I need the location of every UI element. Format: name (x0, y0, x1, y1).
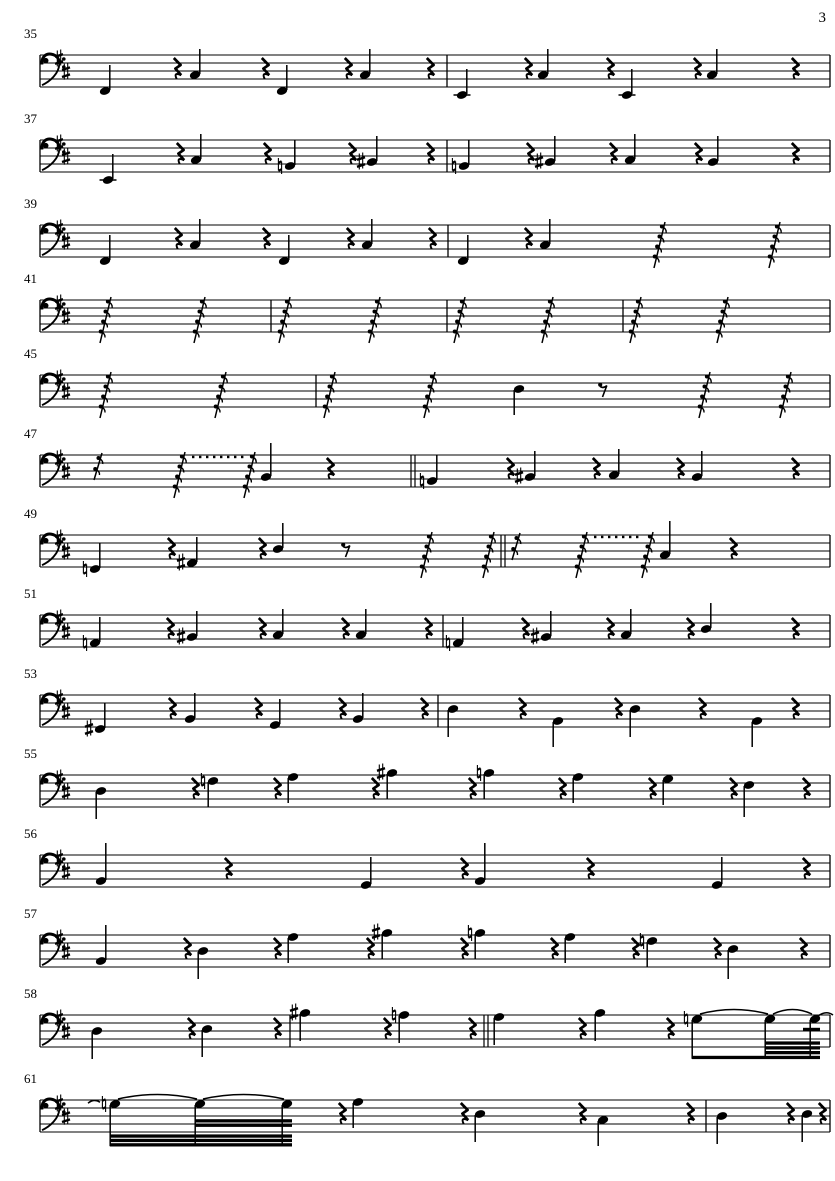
quarter-rest (587, 858, 594, 879)
measure-number: 58 (24, 986, 37, 1001)
repeat-beat-symbol (698, 372, 711, 418)
quarter-note (269, 699, 281, 730)
quarter-rest (174, 58, 181, 79)
quarter-rest (461, 1103, 468, 1124)
natural-accidental-icon (468, 925, 471, 941)
quarter-note (474, 1109, 486, 1142)
quarter-note (189, 49, 201, 80)
repeat-beat-symbol (575, 532, 588, 578)
quarter-rest (263, 228, 270, 249)
natural-accidental-icon (83, 561, 86, 577)
quarter-rest (177, 143, 184, 164)
staff-lines (40, 1100, 830, 1132)
quarter-rest (342, 618, 349, 639)
quarter-note (477, 765, 495, 799)
key-signature (55, 610, 70, 640)
quarter-rest (649, 778, 656, 799)
quarter-note (452, 140, 470, 174)
slur (203, 1095, 284, 1100)
tie (88, 1100, 100, 1103)
quarter-note (278, 235, 290, 266)
quarter-note (287, 772, 299, 803)
quarter-rest (169, 698, 176, 719)
repeat-beat-symbol (641, 532, 654, 578)
quarter-rest (792, 618, 799, 639)
quarter-rest (264, 143, 271, 164)
quarter-rest (259, 618, 266, 639)
quarter-rest (225, 858, 232, 879)
quarter-rest (255, 698, 262, 719)
measure-number: 35 (24, 26, 37, 41)
sharp-accidental-icon (290, 1004, 298, 1021)
measure-number: 57 (24, 906, 37, 921)
quarter-rest (579, 1018, 586, 1039)
quarter-rest (347, 228, 354, 249)
staff-lines (40, 535, 830, 567)
quarter-note (392, 1007, 410, 1043)
quarter-note (290, 1004, 311, 1042)
measure-number: 39 (24, 196, 37, 211)
quarter-rest (730, 538, 737, 559)
quarter-note (360, 857, 372, 890)
measure-number: 37 (24, 111, 37, 126)
key-signature (55, 220, 70, 250)
quarter-note (751, 716, 763, 747)
quarter-note (474, 843, 486, 886)
tremolo-beam (765, 1046, 820, 1049)
quarter-rest (593, 458, 600, 479)
slur (773, 1010, 812, 1015)
key-signature (55, 450, 70, 480)
staff-lines (40, 695, 830, 727)
staff-lines (40, 300, 830, 332)
quarter-rest (372, 778, 379, 799)
quarter-note (691, 451, 703, 482)
key-signature (55, 1095, 70, 1125)
quarter-note (361, 219, 373, 250)
key-signature (55, 50, 70, 80)
sharp-accidental-icon (85, 720, 93, 737)
measure-number: 55 (24, 746, 37, 761)
quarter-rest (339, 1103, 346, 1124)
tremolo-beam (110, 1143, 292, 1146)
quarter-note (454, 69, 471, 100)
quarter-note (552, 716, 564, 747)
quarter-note (707, 136, 719, 167)
quarter-rest (327, 458, 334, 479)
quarter-note (355, 609, 367, 640)
repeat-beat-symbol (768, 222, 781, 268)
quarter-rest (427, 58, 434, 79)
key-signature (55, 850, 70, 880)
quarter-note (801, 1109, 813, 1142)
repeat-beat-symbol (214, 372, 227, 418)
quarter-note (727, 944, 739, 979)
quarter-note (468, 925, 486, 959)
repeat-beat-symbol (278, 297, 291, 343)
quarter-rest (345, 58, 352, 79)
measure-number: 61 (24, 1071, 37, 1086)
quarter-rest (525, 228, 532, 249)
quarter-note (716, 1111, 728, 1144)
repeat-beat-symbol (193, 297, 206, 343)
quarter-rest (699, 698, 706, 719)
quarter-rest (367, 938, 374, 959)
quarter-rest (610, 143, 617, 164)
repeat-beat-symbol (243, 452, 256, 498)
sharp-accidental-icon (531, 628, 539, 645)
tremolo-group (684, 1010, 833, 1060)
quarter-rest (687, 618, 694, 639)
repeat-beat-symbol (482, 532, 495, 578)
repeat-beat-symbol (423, 372, 436, 418)
quarter-rest (339, 698, 346, 719)
quarter-note (662, 774, 674, 805)
quarter-note (272, 609, 284, 640)
quarter-rest (695, 143, 702, 164)
quarter-rest (792, 143, 799, 164)
repeat-beat-symbol (653, 222, 666, 268)
quarter-rest (168, 538, 175, 559)
quarter-note (95, 786, 107, 819)
quarter-rest (427, 143, 434, 164)
staff-lines (40, 855, 830, 887)
quarter-rest (792, 58, 799, 79)
quarter-rest (274, 778, 281, 799)
quarter-note (624, 134, 636, 165)
sharp-accidental-icon (177, 628, 185, 645)
sharp-accidental-icon (535, 153, 543, 170)
quarter-rest (469, 1018, 476, 1039)
quarter-rest (425, 618, 432, 639)
quarter-note (572, 772, 584, 803)
quarter-rest (461, 938, 468, 959)
quarter-rest (579, 1103, 586, 1124)
quarter-rest (527, 143, 534, 164)
tremolo-beam (803, 1028, 820, 1031)
quarter-rest (184, 938, 191, 959)
measure-number: 47 (24, 426, 37, 441)
quarter-rest (607, 618, 614, 639)
tremolo-beam (765, 1051, 820, 1054)
quarter-rest (525, 58, 532, 79)
quarter-note (608, 449, 620, 480)
quarter-note (91, 1026, 103, 1059)
natural-accidental-icon (102, 1096, 105, 1112)
quarter-rest (687, 1103, 694, 1124)
tremolo-beam (195, 1119, 292, 1122)
quarter-rest (192, 778, 199, 799)
page-number: 3 (818, 10, 826, 26)
quarter-note (99, 235, 111, 266)
quarter-rest (507, 458, 514, 479)
repeat-beat-symbol (173, 452, 186, 498)
sharp-accidental-icon (357, 153, 365, 170)
tremolo-beam (110, 1139, 292, 1142)
repeat-beat-symbol (716, 297, 729, 343)
quarter-rest (349, 143, 356, 164)
slur (700, 1010, 768, 1015)
natural-accidental-icon (83, 635, 86, 651)
quarter-note (640, 933, 658, 967)
quarter-note (287, 932, 299, 963)
quarter-rest (429, 228, 436, 249)
quarter-rest (803, 858, 810, 879)
natural-accidental-icon (446, 635, 449, 651)
quarter-rest (384, 1018, 391, 1039)
quarter-rest (714, 938, 721, 959)
quarter-note (201, 1024, 213, 1057)
quarter-note (85, 703, 106, 737)
staff-lines (40, 935, 830, 967)
quarter-note (352, 1097, 364, 1128)
tremolo-beam (692, 1056, 820, 1059)
repeat-beat-symbol (99, 297, 112, 343)
quarter-note (629, 704, 641, 737)
quarter-rest (730, 778, 737, 799)
repeat-beat-symbol (420, 532, 433, 578)
key-signature (55, 770, 70, 800)
quarter-note (352, 693, 364, 724)
quarter-rest (559, 778, 566, 799)
tremolo-beam (195, 1124, 292, 1127)
quarter-note (189, 219, 201, 250)
quarter-rest (632, 938, 639, 959)
sharp-accidental-icon (515, 468, 523, 485)
quarter-note (95, 843, 107, 886)
quarter-note (493, 1012, 505, 1045)
sharp-accidental-icon (177, 554, 185, 571)
repeat-beat-symbol (541, 297, 554, 343)
key-signature (55, 930, 70, 960)
quarter-note (83, 617, 101, 651)
tremolo-beam (765, 1041, 820, 1044)
quarter-rest (522, 618, 529, 639)
quarter-note (743, 780, 755, 817)
quarter-rest (800, 938, 807, 959)
quarter-rest (551, 938, 558, 959)
key-signature (55, 1010, 70, 1040)
repeat-beat-symbol-small (511, 533, 521, 560)
measure-number: 51 (24, 586, 37, 601)
natural-accidental-icon (684, 1011, 687, 1027)
quarter-rest (792, 458, 799, 479)
tremolo-dots (594, 536, 638, 538)
quarter-rest (175, 228, 182, 249)
tremolo-dots (192, 456, 243, 458)
quarter-note (620, 609, 632, 640)
quarter-rest (792, 698, 799, 719)
repeat-beat-symbol (629, 297, 642, 343)
quarter-rest (461, 858, 468, 879)
sharp-accidental-icon (377, 764, 385, 781)
quarter-note (539, 219, 551, 250)
quarter-note (177, 537, 198, 571)
staff-lines (40, 1015, 830, 1047)
repeat-beat-symbol-small (93, 453, 103, 480)
staff-lines (40, 775, 830, 807)
repeat-beat-symbol (453, 297, 466, 343)
sharp-accidental-icon (372, 924, 380, 941)
quarter-note (359, 49, 371, 80)
quarter-rest (615, 698, 622, 719)
quarter-note (99, 65, 111, 96)
natural-accidental-icon (477, 765, 480, 781)
quarter-note (95, 925, 107, 966)
repeat-beat-symbol (323, 372, 336, 418)
quarter-rest (694, 58, 701, 79)
quarter-rest (274, 1018, 281, 1039)
staff-system-61 (0, 1070, 835, 1170)
quarter-note (537, 49, 549, 80)
staff-lines (40, 225, 830, 257)
quarter-rest (803, 778, 810, 799)
key-signature (55, 370, 70, 400)
quarter-rest (274, 938, 281, 959)
measure-number: 49 (24, 506, 37, 521)
repeat-beat-symbol (779, 372, 792, 418)
quarter-note (700, 603, 712, 634)
tremolo-beam (110, 1134, 292, 1137)
quarter-note (420, 455, 438, 489)
quarter-note (597, 1115, 609, 1146)
quarter-note (447, 704, 459, 737)
key-signature (55, 135, 70, 165)
measure-number: 53 (24, 666, 37, 681)
quarter-rest (819, 1103, 826, 1124)
quarter-note (377, 764, 398, 800)
quarter-rest (421, 698, 428, 719)
quarter-note (197, 946, 209, 979)
quarter-rest (469, 778, 476, 799)
quarter-note (564, 932, 576, 963)
quarter-note (190, 134, 202, 165)
quarter-rest (259, 538, 266, 559)
quarter-note (619, 69, 636, 100)
staff-lines (40, 55, 830, 87)
quarter-rest (677, 458, 684, 479)
quarter-note (711, 857, 723, 890)
quarter-rest (262, 58, 269, 79)
quarter-note (184, 693, 196, 724)
measure-number: 56 (24, 826, 37, 841)
eighth-rest (341, 543, 350, 557)
measure-number: 45 (24, 346, 37, 361)
key-signature (55, 690, 70, 720)
quarter-rest (167, 618, 174, 639)
key-signature (55, 295, 70, 325)
quarter-rest (787, 1103, 794, 1124)
quarter-note (706, 49, 718, 80)
quarter-note (457, 235, 469, 266)
quarter-note (272, 523, 284, 554)
quarter-rest (188, 1018, 195, 1039)
staff-lines (40, 140, 830, 172)
quarter-note (446, 617, 464, 651)
quarter-note (276, 65, 288, 96)
quarter-rest (519, 698, 526, 719)
quarter-note (659, 521, 671, 560)
quarter-note (278, 140, 296, 174)
quarter-note (100, 154, 117, 185)
repeat-beat-symbol (368, 297, 381, 343)
slur (118, 1095, 197, 1100)
quarter-note (372, 924, 393, 960)
quarter-note (201, 773, 219, 807)
eighth-rest (598, 383, 607, 397)
key-signature (55, 530, 70, 560)
quarter-rest (607, 58, 614, 79)
measure-number: 41 (24, 271, 37, 286)
quarter-rest (667, 1018, 674, 1039)
tremolo-group (102, 1095, 293, 1147)
repeat-beat-symbol (99, 372, 112, 418)
quarter-note (594, 1008, 606, 1041)
quarter-note (83, 543, 101, 577)
